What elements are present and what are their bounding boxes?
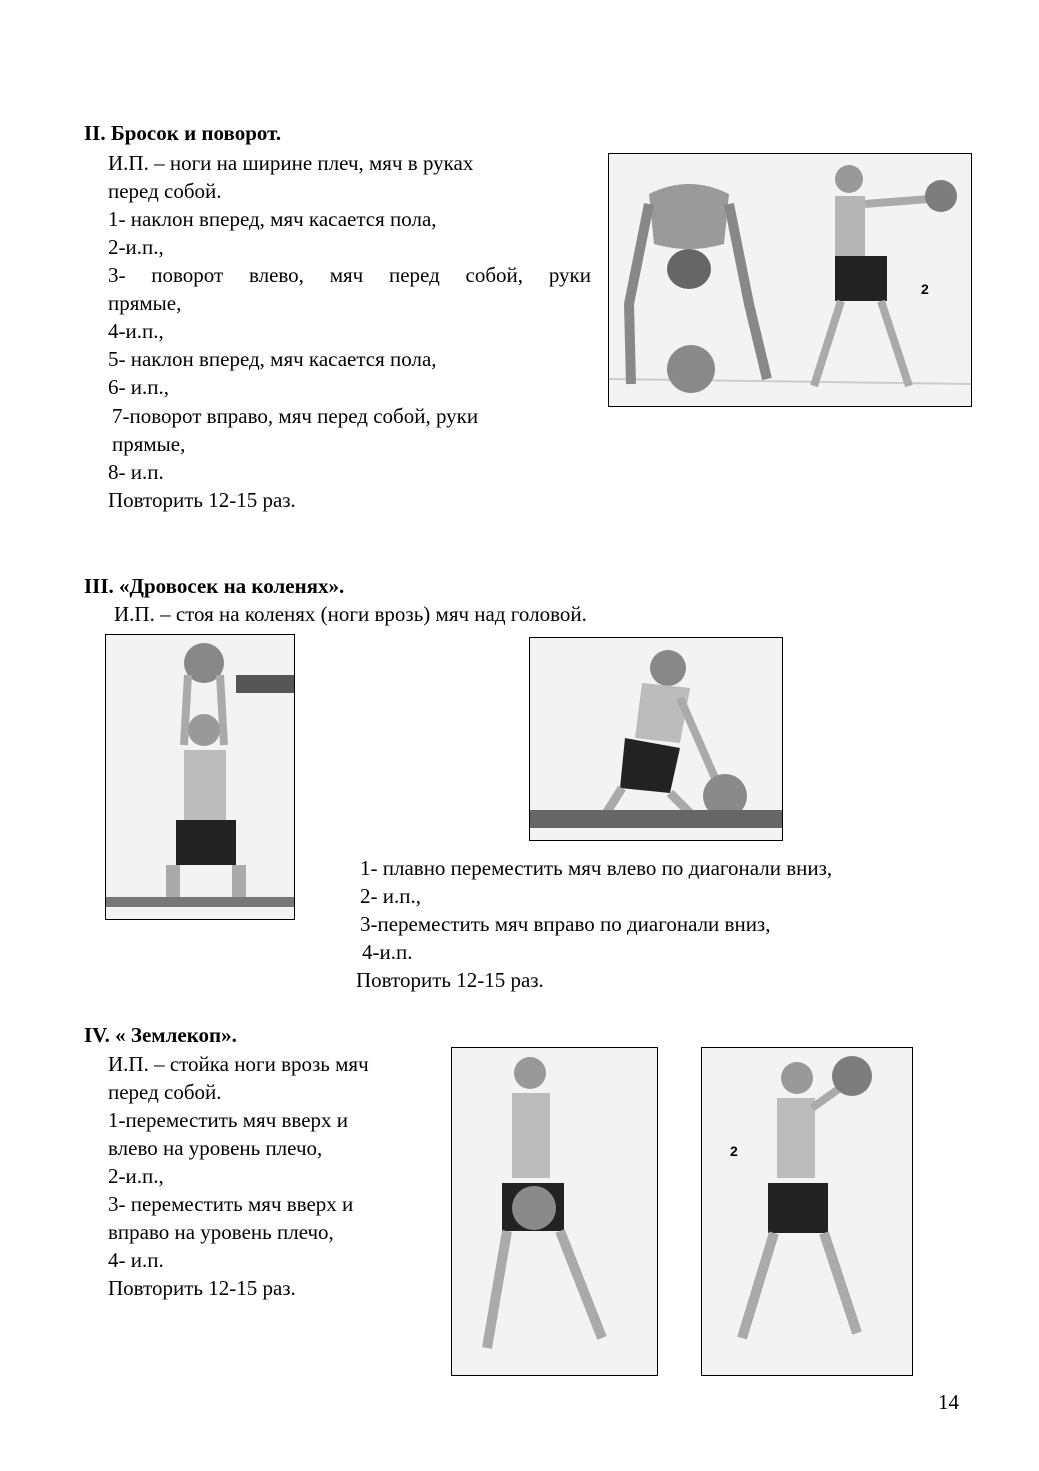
text-line: 5- наклон вперед, мяч касается пола, [108, 347, 437, 371]
text-line: Повторить 12-15 раз. [108, 1276, 296, 1300]
text-line: прямые, [108, 291, 182, 315]
text-line: 8- и.п. [108, 460, 164, 484]
text-line: влево на уровень плечо, [108, 1136, 323, 1160]
text-line: И.П. – ноги на ширине плеч, мяч в руках [108, 151, 474, 175]
exercise-photo-digger-up [701, 1047, 913, 1376]
text-line: 4- и.п. [108, 1248, 164, 1272]
text-line: 3- переместить мяч вверх и [108, 1192, 354, 1216]
text-line: 7-поворот вправо, мяч перед собой, руки [112, 404, 479, 428]
exercise-photo-digger-start [451, 1047, 658, 1376]
text-line: Повторить 12-15 раз. [356, 968, 544, 992]
exercise-photo-kneeling-overhead [105, 634, 295, 920]
photo-label: 2 [730, 1143, 738, 1159]
text-line: Повторить 12-15 раз. [108, 488, 296, 512]
text-line: 6- и.п., [108, 375, 169, 399]
athletes-illustration [609, 154, 971, 406]
text-line: перед собой. [108, 1080, 222, 1104]
text-line: 1- плавно переместить мяч влево по диагонали вниз, [360, 856, 833, 880]
text-line: 1- наклон вперед, мяч касается пола, [108, 207, 437, 231]
text-line: перед собой. [108, 179, 222, 203]
section-3-intro: И.П. – стоя на коленях (ноги врозь) мяч над головой. [114, 602, 587, 626]
text-line: вправо на уровень плечо, [108, 1220, 334, 1244]
text-line: 4-и.п. [362, 940, 413, 964]
page-number: 14 [938, 1390, 959, 1414]
photo-label: 2 [921, 281, 929, 297]
text-line: прямые, [112, 432, 186, 456]
section-3-title: III. «Дровосек на коленях». [84, 574, 345, 598]
athlete-illustration [106, 635, 294, 919]
text-line: И.П. – стойка ноги врозь мяч [108, 1052, 369, 1076]
athlete-illustration [702, 1048, 912, 1375]
text-line: 2- и.п., [360, 884, 421, 908]
section-4-title: IV. « Землекоп». [84, 1023, 237, 1047]
text-line: 2-и.п., [108, 1164, 164, 1188]
section-2-title: II. Бросок и поворот. [84, 121, 282, 145]
text-line: 2-и.п., [108, 235, 164, 259]
text-line: 3-переместить мяч вправо по диагонали вниз, [360, 912, 771, 936]
exercise-photo-kneeling-down [529, 637, 783, 841]
text-line: 4-и.п., [108, 319, 164, 343]
text-line: 3- поворот влево, мяч перед собой, руки [108, 263, 591, 287]
athlete-illustration [452, 1048, 657, 1375]
text-line: 1-переместить мяч вверх и [108, 1108, 349, 1132]
exercise-photo-throw-turn [608, 153, 972, 407]
athlete-illustration [530, 638, 782, 840]
